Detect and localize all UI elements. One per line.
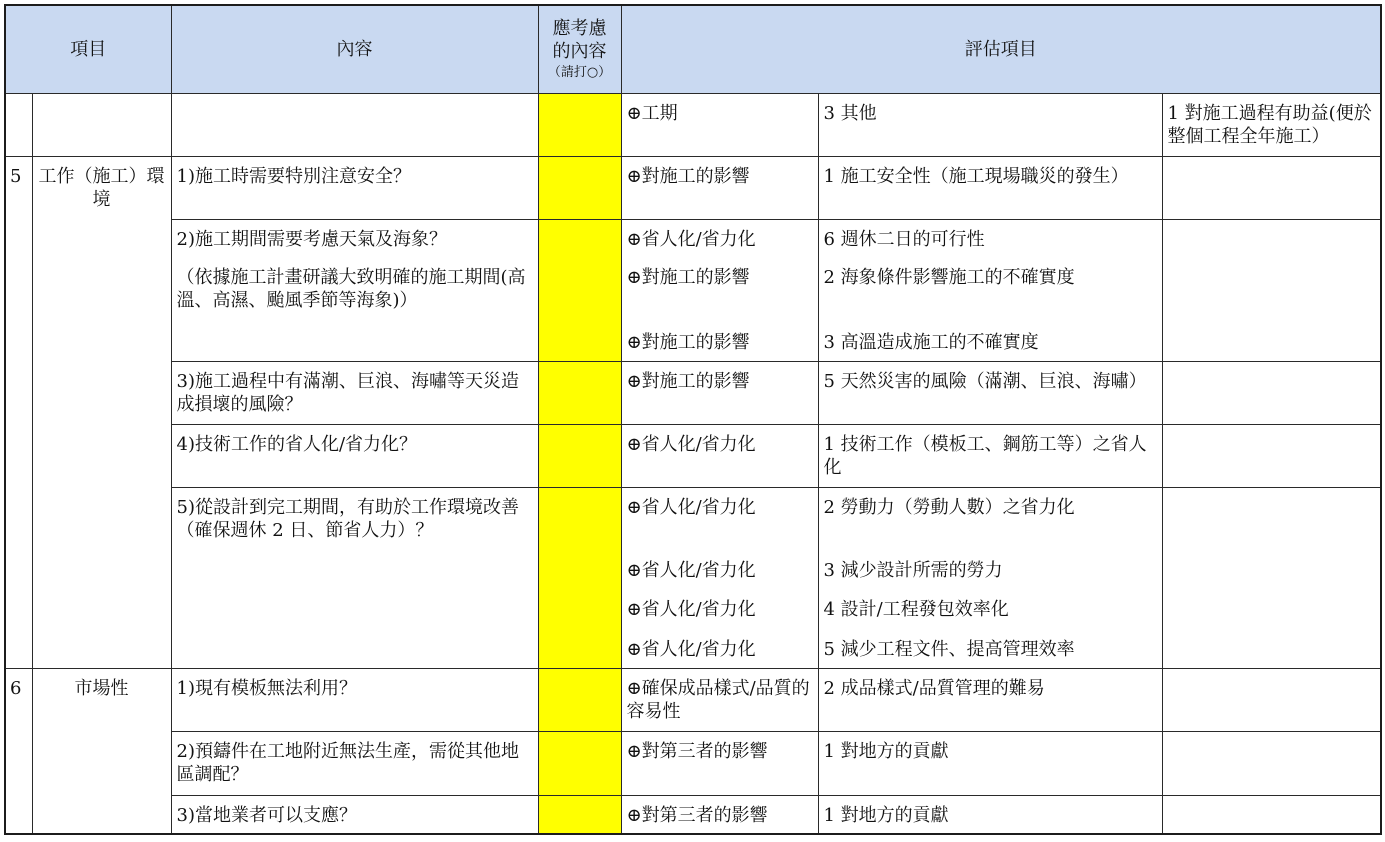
category-cell: ⊕對第三者的影響 [621, 796, 818, 834]
header-row [5, 5, 1381, 94]
category-line: ⊕省人化/省力化 [626, 560, 756, 581]
question-text: 1)現有模板無法利用？ [171, 669, 538, 732]
aspect-cell: 2 成品樣式/品質管理的難易 [818, 669, 1162, 732]
table-row [5, 157, 1381, 220]
question-text: 5)從設計到完工期間，有助於工作環境改善（確保週休 2 日、節省人力）？ [171, 488, 538, 669]
aspect-line: 6 週休二日的可行性 [823, 229, 985, 250]
question-text: 4)技術工作的省人化/省力化？ [171, 425, 538, 488]
item-cell [32, 94, 171, 157]
question-text: 2)預鑄件在工地附近無法生產，需從其他地區調配？ [171, 732, 538, 796]
category-line: ⊕省人化/省力化 [626, 599, 756, 620]
question-cell [171, 220, 538, 362]
check-cell[interactable] [538, 488, 621, 669]
header-check [538, 5, 621, 94]
check-cell[interactable] [538, 220, 621, 362]
category-line: ⊕對施工的影響 [626, 332, 750, 353]
check-cell[interactable] [538, 425, 621, 488]
num-cell [5, 94, 32, 157]
aspect-cell: 1 對地方的貢獻 [818, 732, 1162, 796]
category-cell: ⊕對第三者的影響 [621, 732, 818, 796]
aspect-line: 3 高溫造成施工的不確實度 [823, 332, 1039, 353]
benefit-cell [1162, 425, 1381, 488]
benefit-cell [1162, 732, 1381, 796]
aspect-cell [818, 488, 1162, 669]
benefit-cell [1162, 488, 1381, 669]
category-line: ⊕省人化/省力化 [626, 229, 756, 250]
aspect-cell: 1 施工安全性（施工現場職災的發生） [818, 157, 1162, 220]
category-cell [621, 488, 818, 669]
category-cell: ⊕對施工的影響 [621, 157, 818, 220]
question-text: 3)當地業者可以支應？ [171, 796, 538, 834]
section-title: 工作（施工）環境 [32, 157, 171, 669]
benefit-cell [1162, 796, 1381, 834]
header-evaluation: 評估項目 [621, 5, 1381, 94]
aspect-cell: 5 天然災害的風險（滿潮、巨浪、海嘯） [818, 362, 1162, 425]
benefit-cell [1162, 220, 1381, 362]
category-cell [621, 220, 818, 362]
question-text: 2)施工期間需要考慮天氣及海象？ [176, 229, 447, 250]
aspect-cell [818, 220, 1162, 362]
content-cell [171, 94, 538, 157]
aspect-line: 4 設計/工程發包效率化 [823, 599, 1009, 620]
section-number: 6 [5, 669, 32, 834]
table-row [5, 732, 1381, 796]
benefit-cell [1162, 362, 1381, 425]
category-line: ⊕省人化/省力化 [626, 497, 756, 518]
check-cell[interactable] [538, 796, 621, 834]
category-line: ⊕對施工的影響 [626, 267, 750, 288]
category-line: ⊕省人化/省力化 [626, 639, 756, 660]
header-check-note: （請打○） [547, 64, 612, 80]
evaluation-table [4, 4, 1382, 835]
benefit-cell: 1 對施工過程有助益(便於整個工程全年施工） [1162, 94, 1381, 157]
aspect-line: 2 海象條件影響施工的不確實度 [823, 267, 1075, 288]
table-row [5, 796, 1381, 834]
aspect-cell: 1 對地方的貢獻 [818, 796, 1162, 834]
table-row [5, 220, 1381, 362]
section-number: 5 [5, 157, 32, 669]
benefit-cell [1162, 157, 1381, 220]
aspect-line: 5 減少工程文件、提高管理效率 [823, 639, 1075, 660]
check-cell[interactable] [538, 157, 621, 220]
category-cell: ⊕工期 [621, 94, 818, 157]
header-check-line1: 應考慮 [552, 17, 607, 39]
check-cell[interactable] [538, 732, 621, 796]
category-cell: ⊕對施工的影響 [621, 362, 818, 425]
table-row [5, 94, 1381, 157]
category-cell: ⊕確保成品樣式/品質的容易性 [621, 669, 818, 732]
aspect-line: 3 減少設計所需的勞力 [823, 560, 1003, 581]
table-row [5, 488, 1381, 669]
header-item: 項目 [5, 5, 171, 94]
header-check-line2: 的內容 [552, 40, 607, 62]
question-note: （依據施工計畫研議大致明確的施工期間(高溫、高濕、颱風季節等海象)） [176, 267, 526, 311]
question-text: 3)施工過程中有滿潮、巨浪、海嘯等天災造成損壞的風險？ [171, 362, 538, 425]
aspect-cell: 3 其他 [818, 94, 1162, 157]
benefit-cell [1162, 669, 1381, 732]
category-cell: ⊕省人化/省力化 [621, 425, 818, 488]
question-text: 1)施工時需要特別注意安全？ [171, 157, 538, 220]
check-cell[interactable] [538, 94, 621, 157]
section-title: 市場性 [32, 669, 171, 834]
check-cell[interactable] [538, 362, 621, 425]
check-cell[interactable] [538, 669, 621, 732]
header-content: 內容 [171, 5, 538, 94]
table-row [5, 669, 1381, 732]
table-row [5, 425, 1381, 488]
aspect-cell: 1 技術工作（模板工、鋼筋工等）之省人化 [818, 425, 1162, 488]
table-row [5, 362, 1381, 425]
aspect-line: 2 勞動力（勞動人數）之省力化 [823, 497, 1075, 518]
